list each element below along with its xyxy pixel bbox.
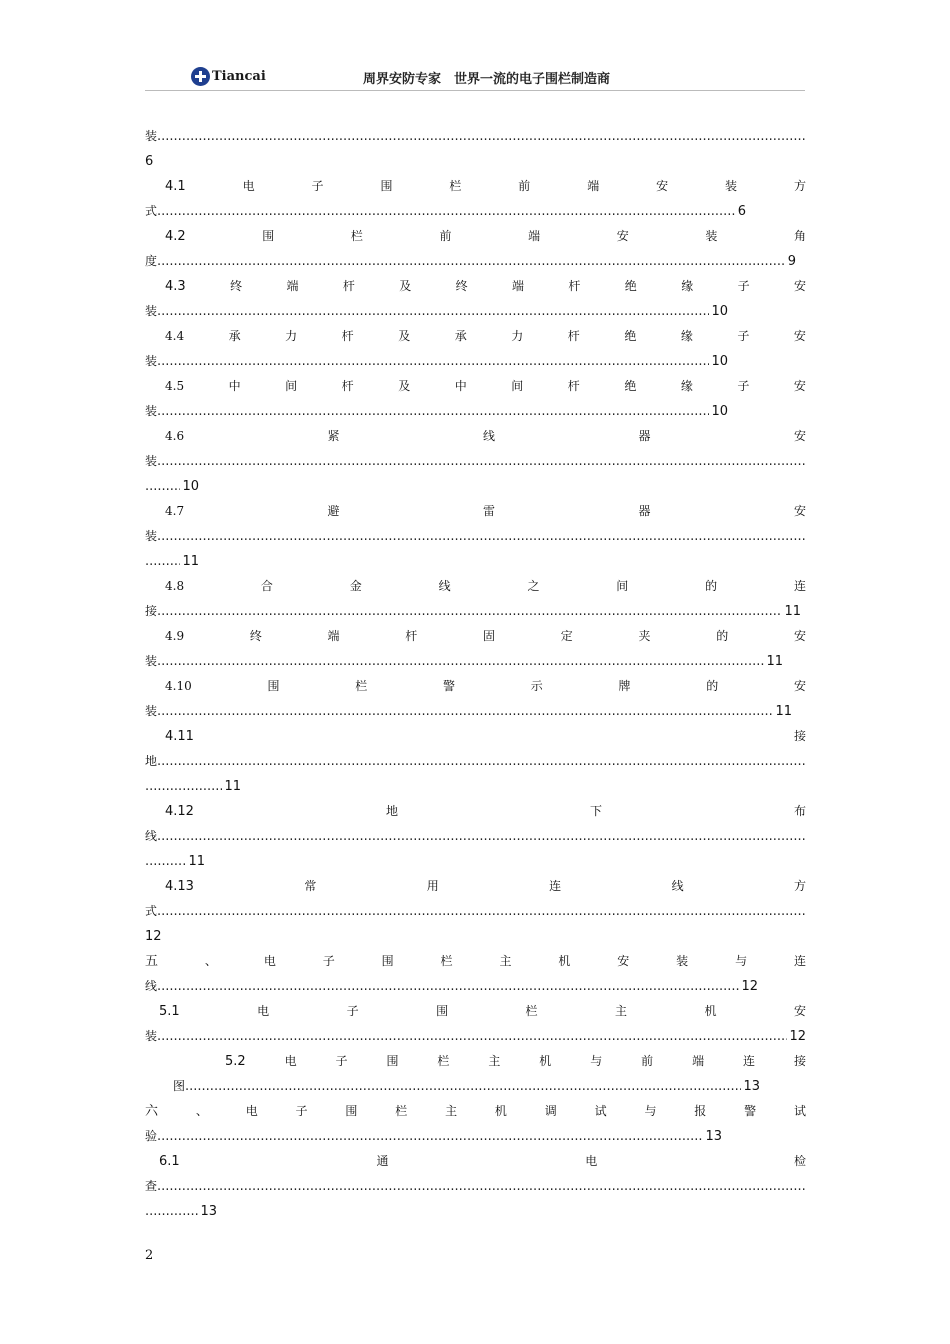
dot-leader [157,349,709,374]
toc-section-number: 4.5 [165,379,185,393]
toc-page-number: 12 [789,1029,806,1044]
toc-title-char: 方 [793,879,806,893]
toc-line [145,1199,217,1224]
toc-title-char: 装 [145,354,158,368]
toc-title-char: 前 [439,229,452,243]
toc-page-number: 11 [784,604,801,619]
toc-title-char: 主 [488,1054,501,1068]
toc-line [145,749,806,774]
company-logo [191,66,266,86]
toc-title-char: 杆 [341,329,354,343]
toc-title-char: 式 [145,204,158,218]
toc-title-char: 力 [511,329,524,343]
toc-page-number: 11 [775,704,792,719]
toc-page-number: 13 [705,1129,722,1144]
toc-title-char: 杆 [568,279,581,293]
toc-title-char: 式 [145,904,158,918]
toc-title-char: 雷 [483,504,496,518]
toc-line [145,899,806,924]
toc-title-char: 承 [454,329,467,343]
toc-page-number: 11 [766,654,783,669]
toc-title-char: 连 [743,1054,756,1068]
dot-leader [157,749,806,774]
toc-title-char: 线 [483,429,496,443]
toc-title-char: 装 [145,304,158,318]
toc-line [145,424,806,449]
toc-title-char: 安 [656,179,669,193]
toc-page-number: 9 [787,254,796,269]
toc-title-char: 金 [349,579,362,593]
toc-title-char: 安 [793,1004,806,1018]
dot-leader [157,599,782,624]
toc-title-char: 避 [327,504,340,518]
toc-line [145,874,806,899]
toc-title-char: 装 [145,454,158,468]
toc-title-char: 子 [295,1104,308,1118]
dot-leader [157,249,786,274]
toc-title-char: 度 [145,254,158,268]
toc-title-char: 电 [242,179,255,193]
toc-line [145,499,806,524]
toc-line [145,974,758,999]
toc-title-char: 围 [436,1004,449,1018]
toc-title-char: 、 [204,954,217,968]
dot-leader [157,449,806,474]
toc-title-char: 电 [585,1154,598,1168]
toc-title-char: 子 [346,1004,359,1018]
toc-section-number: 4.12 [165,804,194,819]
toc-page-number: 10 [182,479,199,494]
toc-title-char: 之 [527,579,540,593]
toc-title-char: 警 [442,679,455,693]
toc-title-char: 间 [285,379,298,393]
toc-section-number: 5.1 [159,1004,180,1019]
toc-title-char: 定 [560,629,573,643]
toc-line [145,649,783,674]
dot-leader [157,699,773,724]
toc-title-char: 及 [399,279,412,293]
dot-leader [157,524,806,549]
toc-title-char: 终 [230,279,243,293]
toc-page-number: 12 [741,979,758,994]
toc-title-char: 杆 [567,379,580,393]
dot-leader [157,649,764,674]
dot-leader [157,1124,703,1149]
toc-title-char: 合 [260,579,273,593]
toc-title-char: 查 [145,1179,158,1193]
toc-title-char: 图 [173,1079,186,1093]
toc-line [145,524,806,549]
toc-title-char: 终 [249,629,262,643]
toc-section-number: 4.8 [165,579,185,593]
toc-title-char: 装 [145,404,158,418]
toc-title-char: 报 [694,1104,707,1118]
toc-title-char: 围 [267,679,280,693]
toc-title-char: 连 [549,879,562,893]
toc-title-char: 装 [145,529,158,543]
toc-title-char: 子 [311,179,324,193]
toc-line [145,949,806,974]
toc-title-char: 围 [380,179,393,193]
toc-line [145,174,806,199]
toc-line [145,249,796,274]
toc-title-char: 栏 [437,1054,450,1068]
toc-title-char: 承 [228,329,241,343]
toc-title-char: 栏 [355,679,368,693]
toc-title-char: 通 [376,1154,389,1168]
toc-title-char: 安 [617,954,630,968]
dot-leader [157,124,806,149]
toc-title-char: 检 [793,1154,806,1168]
dot-leader [145,474,180,499]
toc-title-char: 验 [145,1129,158,1143]
toc-title-char: 围 [381,954,394,968]
toc-title-char: 终 [455,279,468,293]
toc-title-char: 栏 [449,179,462,193]
toc-line [145,449,806,474]
toc-title-char: 电 [245,1104,258,1118]
toc-title-char: 电 [257,1004,270,1018]
toc-title-char: 端 [528,229,541,243]
toc-page-number: 6 [145,154,154,169]
toc-title-char: 端 [327,629,340,643]
toc-line [145,124,806,149]
toc-title-char: 安 [793,329,806,343]
toc-section-number: 4.1 [165,179,186,194]
toc-title-char: 机 [494,1104,507,1118]
toc-page-number: 10 [711,354,728,369]
toc-title-char: 与 [735,954,748,968]
toc-title-char: 缘 [680,329,693,343]
toc-title-char: 的 [706,679,719,693]
toc-title-char: 试 [594,1104,607,1118]
toc-title-char: 装 [145,1029,158,1043]
toc-title-char: 主 [499,954,512,968]
toc-title-char: 中 [228,379,241,393]
dot-leader [157,1174,806,1199]
toc-title-char: 安 [616,229,629,243]
toc-section-number: 4.4 [165,329,185,343]
toc-title-char: 杆 [342,279,355,293]
dot-leader [185,1074,741,1099]
toc-section-number: 五 [145,954,159,969]
toc-title-char: 安 [793,279,806,293]
toc-title-char: 栏 [395,1104,408,1118]
toc-title-char: 线 [145,829,158,843]
toc-title-char: 与 [644,1104,657,1118]
toc-line [145,1124,722,1149]
toc-title-char: 安 [793,504,806,518]
toc-title-char: 的 [705,579,718,593]
toc-title-char: 角 [793,229,806,243]
toc-title-char: 下 [589,804,602,818]
toc-title-char: 地 [145,754,158,768]
toc-line [145,1049,806,1074]
toc-page-number: 11 [188,854,205,869]
dot-leader [145,849,186,874]
toc-title-char: 绝 [624,379,637,393]
toc-line [145,924,806,949]
toc-title-char: 地 [385,804,398,818]
toc-line [145,724,806,749]
toc-page-number: 11 [224,779,241,794]
toc-title-char: 围 [386,1054,399,1068]
toc-title-char: 主 [615,1004,628,1018]
toc-line [145,824,806,849]
toc-title-char: 前 [641,1054,654,1068]
toc-title-char: 中 [454,379,467,393]
toc-title-char: 端 [286,279,299,293]
toc-title-char: 固 [483,629,496,643]
toc-line [145,999,806,1024]
toc-title-char: 布 [793,804,806,818]
toc-title-char: 调 [544,1104,557,1118]
toc-section-number: 4.11 [165,729,194,744]
toc-title-char: 安 [793,679,806,693]
toc-line [145,774,241,799]
toc-title-char: 接 [793,729,806,743]
toc-title-char: 子 [737,279,750,293]
toc-title-char: 器 [638,429,651,443]
toc-line [145,699,792,724]
toc-title-char: 接 [145,604,158,618]
toc-page-number: 6 [737,204,746,219]
toc-title-char: 用 [426,879,439,893]
toc-title-char: 示 [530,679,543,693]
dot-leader [157,199,736,224]
toc-section-number: 4.13 [165,879,194,894]
page-number: 2 [145,1248,154,1263]
toc-title-char: 线 [145,979,158,993]
toc-title-char: 绝 [624,279,637,293]
toc-line [145,1024,806,1049]
toc-page-number: 13 [743,1079,760,1094]
toc-title-char: 间 [511,379,524,393]
toc-line [145,374,806,399]
toc-title-char: 装 [705,229,718,243]
toc-title-char: 常 [304,879,317,893]
dot-leader [157,299,709,324]
toc-page-number: 10 [711,304,728,319]
table-of-contents [145,124,806,1224]
toc-line [145,1074,760,1099]
dot-leader [157,399,709,424]
toc-line [145,274,806,299]
toc-title-char: 与 [590,1054,603,1068]
toc-title-char: 装 [725,179,738,193]
toc-title-char: 机 [558,954,571,968]
toc-title-char: 间 [616,579,629,593]
toc-section-number: 4.6 [165,429,185,443]
toc-line [145,1149,806,1174]
page-header [145,66,805,91]
toc-title-char: 机 [704,1004,717,1018]
toc-line [145,599,801,624]
toc-title-char: 紧 [327,429,340,443]
tiancai-logo-icon [191,67,210,86]
toc-line [145,799,806,824]
toc-page-number: 12 [145,929,162,944]
toc-page-number: 11 [182,554,199,569]
toc-page-number: 10 [711,404,728,419]
toc-title-char: 力 [285,329,298,343]
toc-title-char: 围 [262,229,275,243]
toc-title-char: 缘 [681,279,694,293]
toc-title-char: 线 [438,579,451,593]
logo-text: Tiancai [212,68,266,84]
toc-title-char: 电 [284,1054,297,1068]
dot-leader [157,899,806,924]
dot-leader [145,774,222,799]
toc-title-char: 缘 [680,379,693,393]
toc-line [145,399,728,424]
toc-title-char: 栏 [350,229,363,243]
toc-section-number: 4.9 [165,629,185,643]
toc-line [145,1099,806,1124]
toc-title-char: 子 [335,1054,348,1068]
toc-title-char: 端 [587,179,600,193]
toc-title-char: 方 [793,179,806,193]
toc-title-char: 子 [322,954,335,968]
toc-line [145,474,199,499]
toc-page-number: 13 [200,1204,217,1219]
dot-leader [145,549,180,574]
header-slogan: 周界安防专家 世界一流的电子围栏制造商 [363,72,611,87]
toc-title-char: 夹 [638,629,651,643]
toc-title-char: 子 [737,379,750,393]
toc-title-char: 子 [737,329,750,343]
toc-line [145,549,199,574]
toc-title-char: 安 [793,429,806,443]
toc-title-char: 前 [518,179,531,193]
toc-section-number: 4.7 [165,504,185,518]
toc-line [145,574,806,599]
toc-line [145,349,728,374]
toc-title-char: 安 [793,629,806,643]
toc-section-number: 4.2 [165,229,186,244]
toc-title-char: 器 [638,504,651,518]
toc-title-char: 栏 [525,1004,538,1018]
toc-title-char: 主 [445,1104,458,1118]
toc-section-number: 六 [145,1104,159,1119]
toc-line [145,199,746,224]
toc-title-char: 装 [145,704,158,718]
toc-line [145,849,205,874]
dot-leader [145,1199,198,1224]
toc-title-char: 线 [671,879,684,893]
toc-line [145,674,806,699]
toc-title-char: 杆 [341,379,354,393]
toc-title-char: 及 [398,329,411,343]
dot-leader [157,1024,787,1049]
toc-section-number: 4.10 [165,679,192,693]
toc-title-char: 警 [744,1104,757,1118]
toc-line [145,299,728,324]
toc-title-char: 端 [512,279,525,293]
toc-section-number: 4.3 [165,279,186,294]
toc-title-char: 端 [692,1054,705,1068]
toc-title-char: 牌 [618,679,631,693]
toc-title-char: 及 [398,379,411,393]
dot-leader [157,974,739,999]
toc-title-char: 杆 [567,329,580,343]
toc-title-char: 杆 [405,629,418,643]
toc-section-number: 5.2 [225,1054,246,1069]
toc-title-char: 接 [793,1054,806,1068]
toc-title-char: 装 [676,954,689,968]
toc-title-char: 装 [145,129,158,143]
toc-line [145,149,806,174]
toc-title-char: 的 [716,629,729,643]
toc-title-char: 试 [793,1104,806,1118]
toc-title-char: 连 [793,579,806,593]
toc-line [145,224,806,249]
toc-title-char: 绝 [624,329,637,343]
toc-line [145,624,806,649]
toc-section-number: 6.1 [159,1154,180,1169]
toc-title-char: 电 [263,954,276,968]
toc-title-char: 围 [345,1104,358,1118]
toc-title-char: 装 [145,654,158,668]
toc-line [145,1174,806,1199]
toc-title-char: 、 [195,1104,208,1118]
dot-leader [157,824,806,849]
toc-line [145,324,806,349]
toc-title-char: 栏 [440,954,453,968]
toc-title-char: 机 [539,1054,552,1068]
toc-title-char: 连 [793,954,806,968]
toc-title-char: 安 [793,379,806,393]
